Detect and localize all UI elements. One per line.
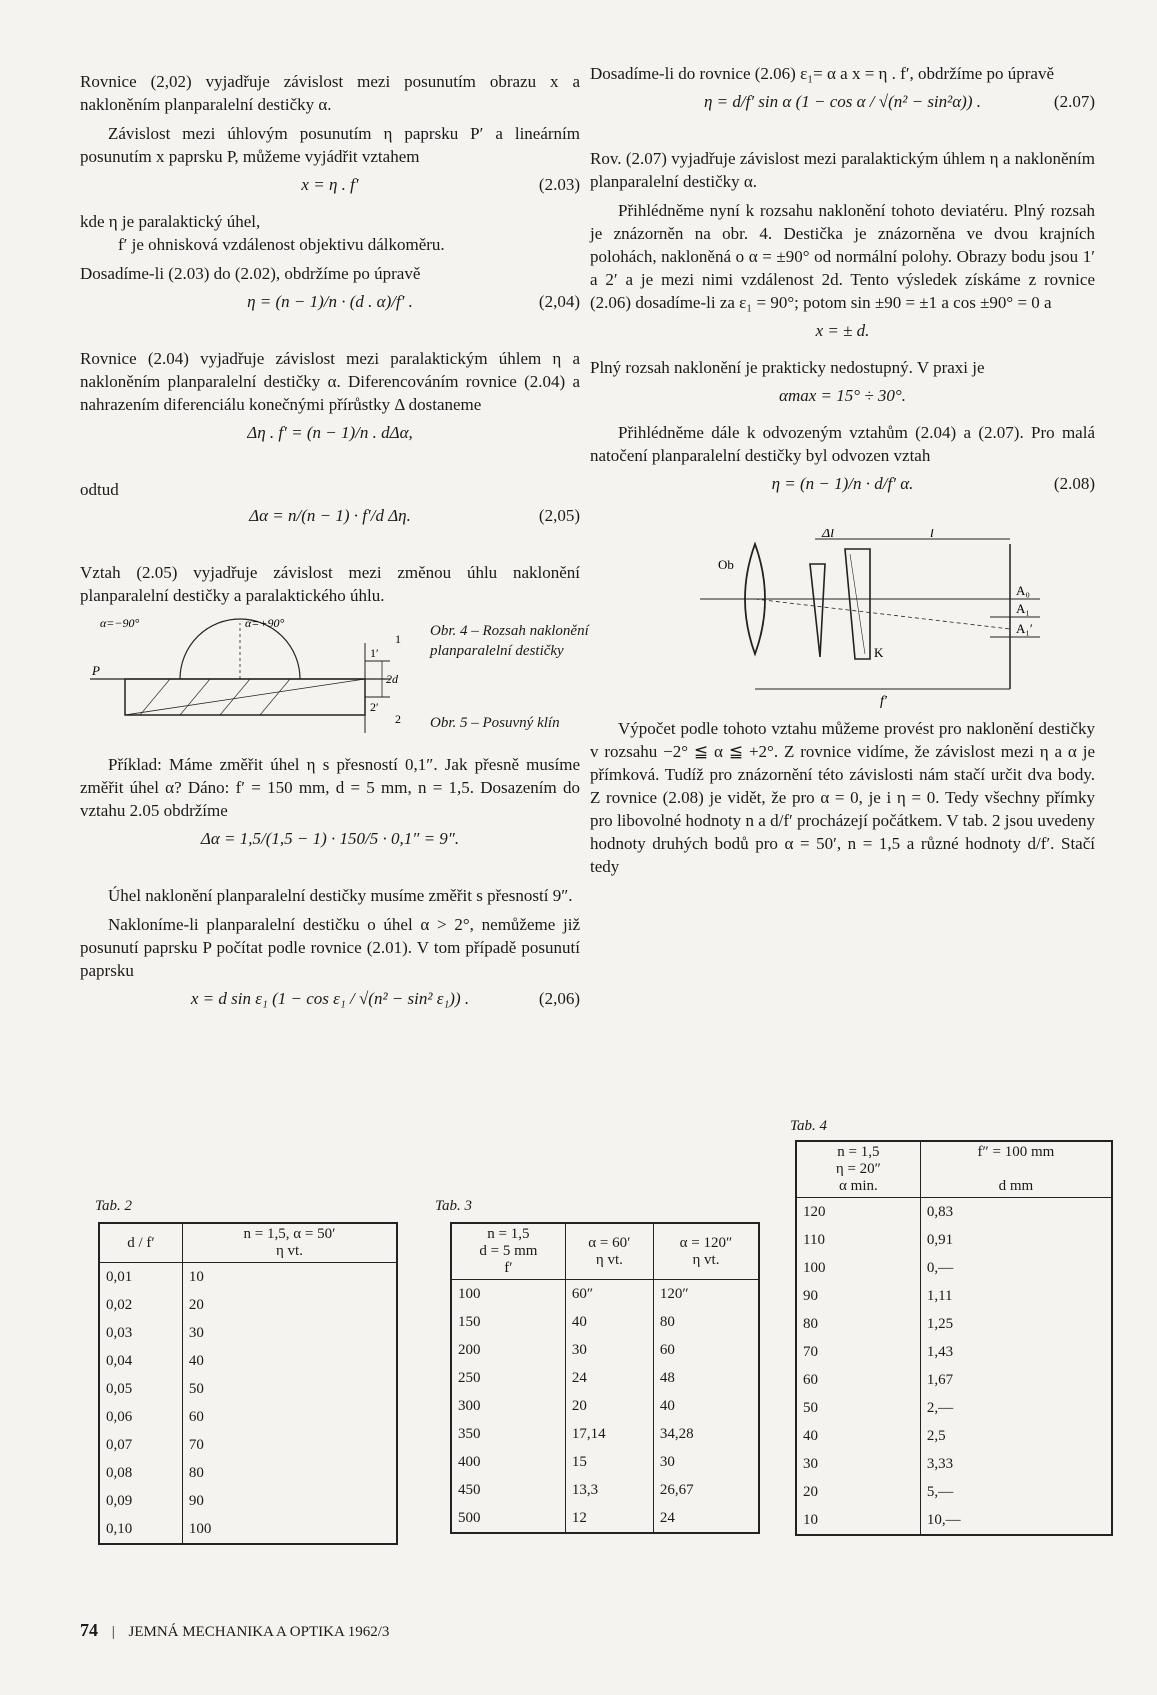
table-row: [796, 1310, 1112, 1338]
table-row: [99, 1487, 397, 1515]
figure-5-label: A₁′: [1016, 621, 1033, 636]
equation-2-06: x = d sin ε₁ (1 − cos ε₁ / √(n² − sin² ε₁)) . (2,06): [190, 989, 580, 1008]
paragraph: Rov. (2.07) vyjadřuje závislost mezi paralaktickým úhlem η a nakloněním planparalelní destičky α.: [590, 149, 1095, 191]
figure-5-label: l: [930, 529, 934, 541]
figure-4-label: 1′: [370, 646, 379, 660]
figure-4-caption: Obr. 4 – Rozsah naklonění planparalelní destičky: [430, 623, 589, 659]
equation-number: (2.08): [1053, 474, 1095, 493]
page-footer: [80, 1620, 389, 1641]
table-cell: 450: [451, 1476, 565, 1504]
table-cell: 10,—: [920, 1506, 1112, 1535]
table-cell: 250: [451, 1364, 565, 1392]
table-cell: 400: [451, 1448, 565, 1476]
table-row: [451, 1392, 759, 1420]
table-4-label: Tab. 4: [790, 1118, 827, 1134]
table-row: [99, 1375, 397, 1403]
figure-4-label: 2: [395, 712, 401, 726]
equation-number: (2,04): [538, 292, 580, 311]
page-number: 74: [80, 1620, 98, 1640]
figure-4-label: α=+90°: [245, 616, 285, 630]
table-cell: 50: [796, 1394, 920, 1422]
table-row: [796, 1366, 1112, 1394]
table-cell: 12: [565, 1504, 653, 1533]
equation-2-07: η = d/f′ sin α (1 − cos α / √(n² − sin²α)) . (2.07): [703, 92, 1095, 111]
figure-4-label: α=−90°: [100, 616, 140, 630]
table-cell: 120″: [653, 1280, 759, 1309]
paragraph: odtud: [80, 480, 119, 499]
table-cell: 60: [182, 1403, 397, 1431]
equation-alpha-max: αmax = 15° ÷ 30°.: [779, 386, 906, 405]
table-2-label: Tab. 2: [95, 1198, 132, 1214]
table-cell: 20: [182, 1291, 397, 1319]
table-cell: 0,02: [99, 1291, 182, 1319]
paragraph: f′ je ohnisková vzdálenost objektivu dálkoměru.: [118, 235, 445, 254]
table-cell: 100: [796, 1254, 920, 1282]
table-header: α = 120″ η vt.: [653, 1223, 759, 1280]
table-header: n = 1,5 d = 5 mm f′: [451, 1223, 565, 1280]
table-row: [99, 1319, 397, 1347]
table-cell: 34,28: [653, 1420, 759, 1448]
table-cell: 80: [796, 1310, 920, 1338]
paragraph: Přihlédněme nyní k rozsahu naklonění tohoto deviatéru. Plný rozsah je znázorněn na obr. 4. Destička je znázorněna ve dvou krajních polohách, nakloněná o α = ±90° od normální polohy. Obrazy bodu jsou 1′ a 2′ a je mezi nimi vzdálenost 2d. Tento výsledek získáme z rovnice (2.06) dosadíme-li za ε₁ = 90°; potom sin ±90 = ±1 a cos ±90° = 0 a: [590, 201, 1095, 312]
table-cell: 0,07: [99, 1431, 182, 1459]
table-row: [451, 1336, 759, 1364]
paragraph: Přihlédněme dále k odvozeným vztahům (2.04) a (2.07). Pro malá natočení planparalelní destičky byl odvozen vztah: [590, 423, 1095, 465]
figure-5-label: K: [874, 645, 884, 660]
table-row: [451, 1448, 759, 1476]
paragraph: Dosadíme-li (2.03) do (2.02), obdržíme po úpravě: [80, 264, 421, 283]
table-row: [99, 1431, 397, 1459]
table-cell: 0,10: [99, 1515, 182, 1544]
table-cell: 1,11: [920, 1282, 1112, 1310]
table-header: d / f′: [99, 1223, 182, 1263]
table-cell: 110: [796, 1226, 920, 1254]
table-cell: 0,09: [99, 1487, 182, 1515]
table-cell: 13,3: [565, 1476, 653, 1504]
figure-5-label: f′: [880, 694, 887, 709]
table-cell: 0,04: [99, 1347, 182, 1375]
table-row: [99, 1459, 397, 1487]
table-row: [99, 1263, 397, 1292]
equation-example: Δα = 1,5/(1,5 − 1) · 150/5 · 0,1″ = 9″.: [200, 829, 460, 848]
table-cell: 100: [451, 1280, 565, 1309]
table-cell: 60″: [565, 1280, 653, 1309]
table-cell: 80: [653, 1308, 759, 1336]
table-cell: 1,43: [920, 1338, 1112, 1366]
table-row: [796, 1198, 1112, 1227]
table-cell: 40: [796, 1422, 920, 1450]
table-cell: 30: [565, 1336, 653, 1364]
table-header: n = 1,5, α = 50′ η vt.: [182, 1223, 397, 1263]
table-cell: 17,14: [565, 1420, 653, 1448]
table-cell: 2,5: [920, 1422, 1112, 1450]
table-cell: 120: [796, 1198, 920, 1227]
figure-4-label: P: [92, 663, 100, 678]
table-3-label: Tab. 3: [435, 1198, 472, 1214]
table-row: [796, 1506, 1112, 1535]
equation-2-04: η = (n − 1)/n · (d . α)/f′ . (2,04): [247, 292, 580, 311]
equation-differential: Δη . f′ = (n − 1)/n . dΔα,: [247, 423, 413, 442]
table-cell: 90: [182, 1487, 397, 1515]
figure-5-caption: Obr. 5 – Posuvný klín: [430, 715, 560, 731]
equation-2-05: Δα = n/(n − 1) · f′/d Δη. (2,05): [249, 506, 580, 525]
paragraph: Rovnice (2.04) vyjadřuje závislost mezi paralaktickým úhlem η a nakloněním planparalelní destičky α. Diferencováním rovnice (2.04) a nahrazením diferenciálu konečnými přírůstky Δ dostaneme: [80, 349, 580, 414]
equation-pm: x = ± d.: [815, 321, 870, 340]
right-column: [590, 62, 1095, 884]
table-row: [451, 1476, 759, 1504]
figure-5-label: Ob: [718, 557, 734, 572]
table-row: [99, 1515, 397, 1544]
table-cell: 5,—: [920, 1478, 1112, 1506]
paragraph: Úhel naklonění planparalelní destičky musíme změřit s přesností 9″.: [108, 886, 573, 905]
table-cell: 10: [182, 1263, 397, 1292]
figure-5-label: A₀: [1016, 583, 1030, 598]
table-row: [796, 1338, 1112, 1366]
table-cell: 70: [182, 1431, 397, 1459]
paragraph: Vztah (2.05) vyjadřuje závislost mezi změnou úhlu naklonění planparalelní destičky a paralaktického úhlu.: [80, 563, 580, 605]
paragraph: Příklad: Máme změřit úhel η s přesností 0,1″. Jak přesně musíme změřit úhel α? Dáno: f′ = 150 mm, d = 5 mm, n = 1,5. Dosazením do vztahu 2.05 obdržíme: [80, 755, 580, 820]
table-cell: 50: [182, 1375, 397, 1403]
table-cell: 150: [451, 1308, 565, 1336]
table-cell: 1,67: [920, 1366, 1112, 1394]
table-cell: 0,05: [99, 1375, 182, 1403]
paragraph: Dosadíme-li do rovnice (2.06) ε₁= α a x = η . f′, obdržíme po úpravě: [590, 64, 1054, 83]
table-cell: 500: [451, 1504, 565, 1533]
table-cell: 70: [796, 1338, 920, 1366]
table-cell: 30: [182, 1319, 397, 1347]
table-row: [99, 1347, 397, 1375]
table-row: [796, 1450, 1112, 1478]
figure-5: [590, 529, 1095, 709]
figure-5-drawing: [590, 529, 1090, 709]
table-cell: 24: [565, 1364, 653, 1392]
table-cell: 90: [796, 1282, 920, 1310]
paragraph: kde η je paralaktický úhel,: [80, 212, 261, 231]
table-cell: 300: [451, 1392, 565, 1420]
table-cell: 30: [653, 1448, 759, 1476]
table-cell: 0,06: [99, 1403, 182, 1431]
table-cell: 0,08: [99, 1459, 182, 1487]
paragraph: Plný rozsah naklonění je prakticky nedostupný. V praxi je: [590, 358, 985, 377]
table-cell: 0,91: [920, 1226, 1112, 1254]
equation-number: (2,06): [538, 989, 580, 1008]
table-row: [99, 1403, 397, 1431]
table-cell: 30: [796, 1450, 920, 1478]
paragraph: Rovnice (2,02) vyjadřuje závislost mezi posunutím obrazu x a nakloněním planparalelní destičky α.: [80, 72, 580, 114]
paragraph: Nakloníme-li planparalelní destičku o úhel α > 2°, nemůžeme již posunutí paprsku P počítat podle rovnice (2.01). V tom případě posunutí paprsku: [80, 915, 580, 980]
paragraph: Závislost mezi úhlovým posunutím η paprsku P′ a lineárním posunutím x paprsku P, můžeme vyjádřit vztahem: [80, 124, 580, 166]
left-column: [80, 70, 589, 1044]
table-row: [451, 1280, 759, 1309]
table-cell: 0,83: [920, 1198, 1112, 1227]
table-cell: 2,—: [920, 1394, 1112, 1422]
figure-4-label: 2′: [370, 700, 379, 714]
table-cell: 24: [653, 1504, 759, 1533]
table-row: [451, 1364, 759, 1392]
table-row: [99, 1291, 397, 1319]
journal-name: JEMNÁ MECHANIKA A OPTIKA 1962/3: [128, 1624, 390, 1640]
table-cell: 0,03: [99, 1319, 182, 1347]
figure-4: [80, 613, 589, 743]
table-header: n = 1,5 η = 20″ α min.: [796, 1141, 920, 1198]
table-cell: 40: [565, 1308, 653, 1336]
table-cell: 26,67: [653, 1476, 759, 1504]
table-cell: 48: [653, 1364, 759, 1392]
table-cell: 10: [796, 1506, 920, 1535]
table-cell: 60: [653, 1336, 759, 1364]
table-cell: 0,—: [920, 1254, 1112, 1282]
table-row: [796, 1226, 1112, 1254]
equation-number: (2.07): [1053, 92, 1095, 111]
table-row: [451, 1420, 759, 1448]
equation-2-08: η = (n − 1)/n · d/f′ α. (2.08): [771, 474, 1095, 493]
table-cell: 100: [182, 1515, 397, 1544]
table-3: [450, 1222, 760, 1534]
table-header: α = 60′ η vt.: [565, 1223, 653, 1280]
figure-5-label: A₁: [1016, 601, 1030, 616]
table-cell: 350: [451, 1420, 565, 1448]
table-cell: 20: [796, 1478, 920, 1506]
table-row: [796, 1422, 1112, 1450]
table-row: [451, 1504, 759, 1533]
table-cell: 200: [451, 1336, 565, 1364]
figure-5-label: Δl: [822, 529, 835, 541]
table-row: [796, 1478, 1112, 1506]
paragraph: Výpočet podle tohoto vztahu můžeme provést pro naklonění destičky v rozsahu −2° ≦ α ≦ +2°. Z rovnice vidíme, že závislost mezi η a α je přímková. Tudíž pro znázornění této závislosti nám stačí určit dva body. Z rovnice (2.08) je vidět, že pro α = 0, je i η = 0. Tedy všechny přímky pro libovolné hodnoty n a d/f′ procházejí počátkem. V tab. 2 jsou uvedeny hodnoty druhých bodů pro α = 50′, n = 1,5 a různé hodnoty d/f′. Stačí tedy: [590, 719, 1095, 876]
table-4: [795, 1140, 1113, 1536]
table-cell: 40: [653, 1392, 759, 1420]
table-cell: 3,33: [920, 1450, 1112, 1478]
figure-4-label: 2d: [386, 672, 398, 686]
table-row: [796, 1254, 1112, 1282]
equation-2-03: x = η . f′ (2.03): [301, 175, 580, 194]
table-cell: 15: [565, 1448, 653, 1476]
table-cell: 60: [796, 1366, 920, 1394]
table-cell: 20: [565, 1392, 653, 1420]
figure-4-label: 1: [395, 632, 401, 646]
table-header: f″ = 100 mm d mm: [920, 1141, 1112, 1198]
table-row: [796, 1394, 1112, 1422]
table-row: [796, 1282, 1112, 1310]
equation-number: (2,05): [538, 506, 580, 525]
table-cell: 80: [182, 1459, 397, 1487]
footer-separator: |: [111, 1624, 115, 1640]
table-cell: 1,25: [920, 1310, 1112, 1338]
table-cell: 0,01: [99, 1263, 182, 1292]
equation-number: (2.03): [538, 175, 580, 194]
table-2: [98, 1222, 398, 1545]
table-row: [451, 1308, 759, 1336]
table-cell: 40: [182, 1347, 397, 1375]
